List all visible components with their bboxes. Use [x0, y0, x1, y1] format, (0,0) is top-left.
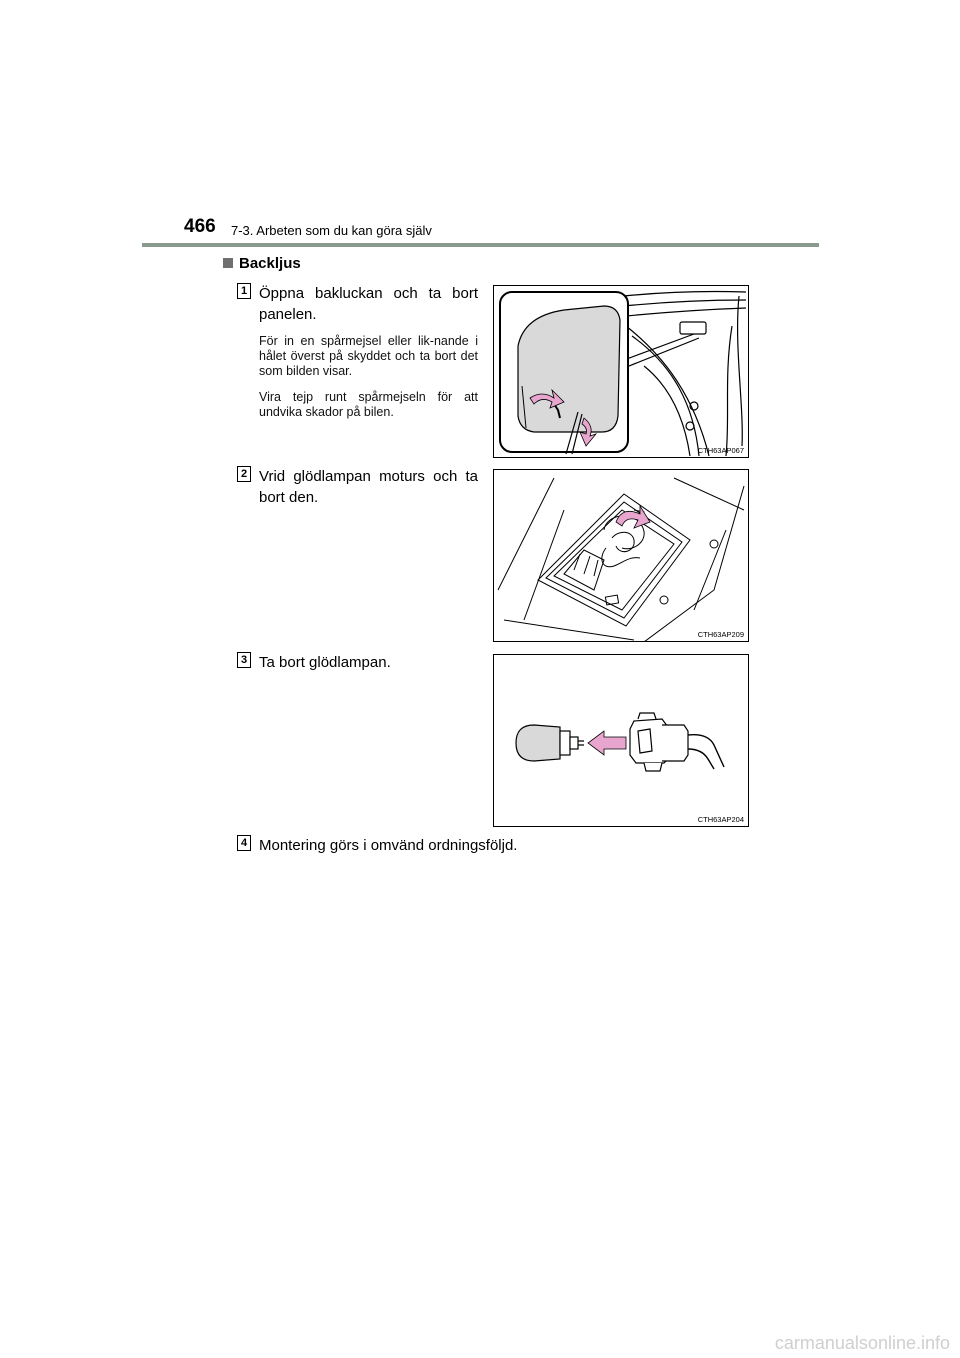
step-3-text: Ta bort glödlampan.: [259, 654, 391, 671]
figure-code-step-2: CTH63AP209: [697, 630, 744, 639]
subsection-title-text: Backljus: [239, 255, 301, 272]
footer-watermark: carmanualsonline.info: [774, 1333, 950, 1353]
figure-step-2: [493, 469, 749, 642]
subsection-title: [223, 255, 301, 272]
step-4-text: Montering görs i omvänd ordningsföljd.: [259, 837, 518, 854]
step-number-2: 2: [237, 466, 251, 482]
tailgate-panel-illustration: [494, 286, 749, 458]
figure-step-1: [493, 285, 749, 458]
section-header: 7-3. Arbeten som du kan göra själv: [231, 223, 432, 238]
step-number-1: 1: [237, 283, 251, 299]
page-number: 466: [184, 216, 216, 237]
step-1-note-1: För in en spårmejsel eller lik-nande i hålet överst på skyddet och ta bort det som bilden visar.: [259, 334, 478, 378]
step-1-text: Öppna bakluckan och ta bort panelen.: [259, 285, 478, 323]
bulb-socket-illustration: [494, 470, 749, 642]
figure-step-3: [493, 654, 749, 827]
step-number-4: 4: [237, 835, 251, 851]
step-number-3: 3: [237, 652, 251, 668]
header-rule: [142, 243, 819, 247]
figure-code-step-1: CTH63AP067: [697, 446, 744, 455]
figure-code-step-3: CTH63AP204: [697, 815, 744, 824]
step-2-text: Vrid glödlampan moturs och ta bort den.: [259, 468, 478, 506]
bulb-removal-illustration: [494, 655, 749, 827]
step-1-note-2: Vira tejp runt spårmejseln för att undvika skador på bilen.: [259, 390, 478, 419]
square-bullet-icon: [223, 258, 233, 268]
